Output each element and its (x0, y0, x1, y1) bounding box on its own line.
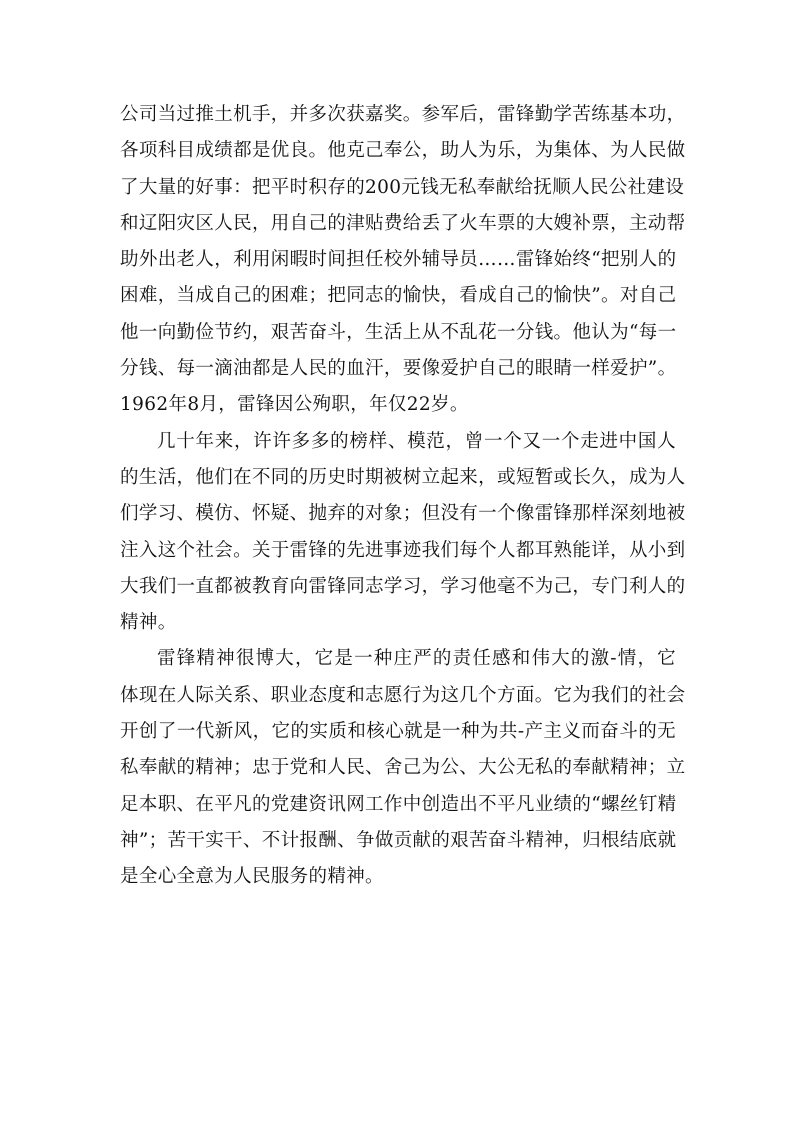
text-line: 私奉献的精神；忠于党和人民、舍己为公、大公无私的奉献精神；立 (120, 757, 686, 779)
text-line: 他一向勤俭节约，艰苦奋斗，生活上从不乱花一分钱。他认为“每一 (120, 321, 677, 343)
text-line: 的生活，他们在不同的历史时期被树立起来，或短暂或长久，成为人 (120, 466, 686, 488)
text-line: 神”；苦干实干、不计报酬、争做贡献的艰苦奋斗精神，归根结底就 (120, 829, 677, 851)
text-line: 困难，当成自己的困难；把同志的愉快，看成自己的愉快”。对自己 (120, 285, 677, 307)
text-line: 足本职、在平凡的党建资讯网工作中创造出不平凡业绩的“螺丝钉精 (120, 793, 677, 815)
text-line: 是全心全意为人民服务的精神。 (120, 866, 384, 888)
body-text (120, 97, 686, 896)
text-line: 雷锋精神很博大，它是一种庄严的责任感和伟大的激-情，它 (157, 648, 676, 670)
text-line: 精神。 (120, 612, 177, 634)
text-line: 各项科目成绩都是优良。他克己奉公，助人为乐，为集体、为人民做 (120, 140, 686, 162)
text-line: 几十年来，许许多多的榜样、模范，曾一个又一个走进中国人 (157, 430, 676, 452)
text-line: 了大量的好事：把平时积存的200元钱无私奉献给抚顺人民公社建设 (120, 176, 685, 198)
text-line: 注入这个社会。关于雷锋的先进事迹我们每个人都耳熟能详，从小到 (120, 539, 686, 561)
text-line: 大我们一直都被教育向雷锋同志学习，学习他毫不为己，专门利人的 (120, 575, 686, 597)
text-line: 分钱、每一滴油都是人民的血汗，要像爱护自己的眼睛一样爱护”。 (120, 358, 677, 380)
text-line: 公司当过推土机手，并多次获嘉奖。参军后，雷锋勤学苦练基本功， (120, 104, 686, 125)
text-line: 助外出老人，利用闲暇时间担任校外辅导员……雷锋始终“把别人的 (120, 249, 677, 271)
text-line: 和辽阳灾区人民，用自己的津贴费给丢了火车票的大嫂补票，主动帮 (120, 212, 686, 234)
text-line: 体现在人际关系、职业态度和志愿行为这几个方面。它为我们的社会 (120, 684, 686, 706)
paragraph-3 (120, 641, 686, 895)
text-line: 们学习、模仿、怀疑、抛弃的对象；但没有一个像雷锋那样深刻地被 (120, 503, 686, 525)
paragraph-1 (120, 97, 686, 424)
paragraph-2 (120, 424, 686, 642)
text-line: 1962年8月，雷锋因公殉职，年仅22岁。 (120, 394, 469, 416)
text-line: 开创了一代新风，它的实质和核心就是一种为共-产主义而奋斗的无 (120, 721, 676, 743)
